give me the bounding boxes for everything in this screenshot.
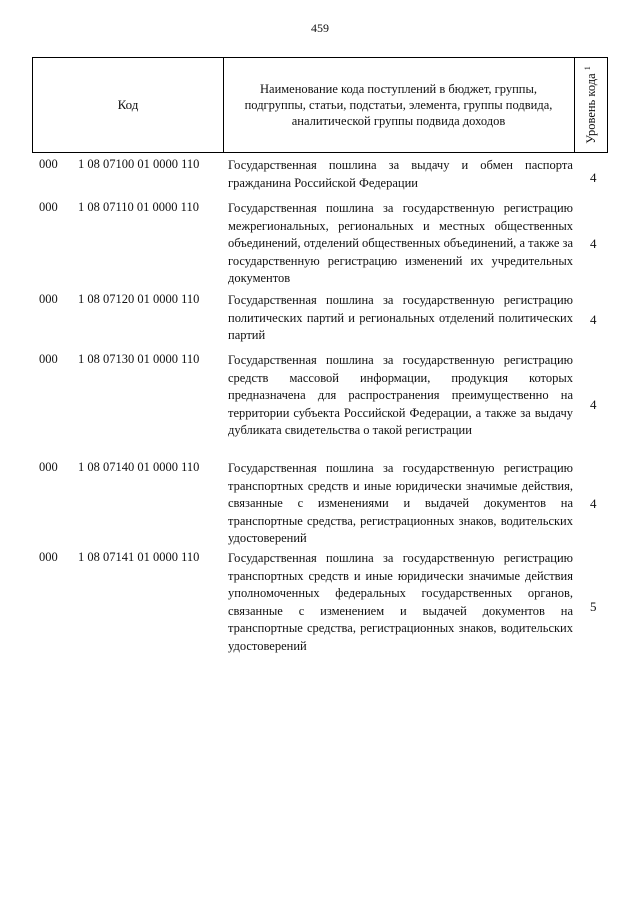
row-prefix: 000 xyxy=(39,550,58,564)
row-code: 1 08 07120 01 0000 110 xyxy=(78,292,200,306)
row-code: 1 08 07141 01 0000 110 xyxy=(78,550,200,564)
header-level xyxy=(576,58,608,152)
row-description: Государственная пошлина за государственную регистрацию средств массовой информации, продукция которых предназначена для распространения преимущественно на территории субъекта Российской Федерации, а также за выдачу дубликата свидетельства о такой регистрации xyxy=(228,353,573,437)
row-description: Государственная пошлина за государственную регистрацию транспортных средств и иные юридически значимые действия, связанные с изменениями и выдачей документов на транспортные средства, регистрационных знаков, водительских удостоверений xyxy=(228,461,573,545)
header-code: Код xyxy=(32,58,224,152)
row-description: Государственная пошлина за выдачу и обмен паспорта гражданина Российской Федерации xyxy=(228,158,573,190)
header-level-text: Уровень кода xyxy=(584,73,599,144)
row-prefix: 000 xyxy=(39,157,58,171)
row-prefix: 000 xyxy=(39,292,58,306)
table-header xyxy=(32,57,608,153)
row-code: 1 08 07100 01 0000 110 xyxy=(78,157,200,171)
row-prefix: 000 xyxy=(39,200,58,214)
row-level: 4 xyxy=(590,397,597,412)
row-code: 1 08 07110 01 0000 110 xyxy=(78,200,199,214)
header-level-footnote: 1 xyxy=(582,66,592,71)
header-level-label xyxy=(583,66,599,144)
header-name: Наименование кода поступлений в бюджет, группы, подгруппы, статьи, подстатьи, элемента, группы подвида, аналитической группы подвида доходов xyxy=(223,58,575,152)
row-level: 4 xyxy=(590,236,597,251)
row-code: 1 08 07130 01 0000 110 xyxy=(78,352,200,366)
row-description: Государственная пошлина за государственную регистрацию транспортных средств и иные юридически значимые действия уполномоченных федеральных государственных органов, связанные с изменением и выдачей документов на транспортные средства, регистрационных знаков, водительских удостоверений xyxy=(228,551,573,653)
row-code: 1 08 07140 01 0000 110 xyxy=(78,460,200,474)
row-level: 4 xyxy=(590,496,597,511)
row-prefix: 000 xyxy=(39,352,58,366)
row-prefix: 000 xyxy=(39,460,58,474)
row-level: 4 xyxy=(590,312,597,327)
row-description: Государственная пошлина за государственную регистрацию политических партий и региональных отделений политических партий xyxy=(228,293,573,342)
row-level: 4 xyxy=(590,170,597,185)
page-number: 459 xyxy=(311,21,329,35)
row-description: Государственная пошлина за государственную регистрацию межрегиональных, региональных и местных общественных объединений, отделений общественных объединений, а также за государственную регистрацию изменений их учредительных документов xyxy=(228,201,573,285)
row-level: 5 xyxy=(590,599,597,614)
